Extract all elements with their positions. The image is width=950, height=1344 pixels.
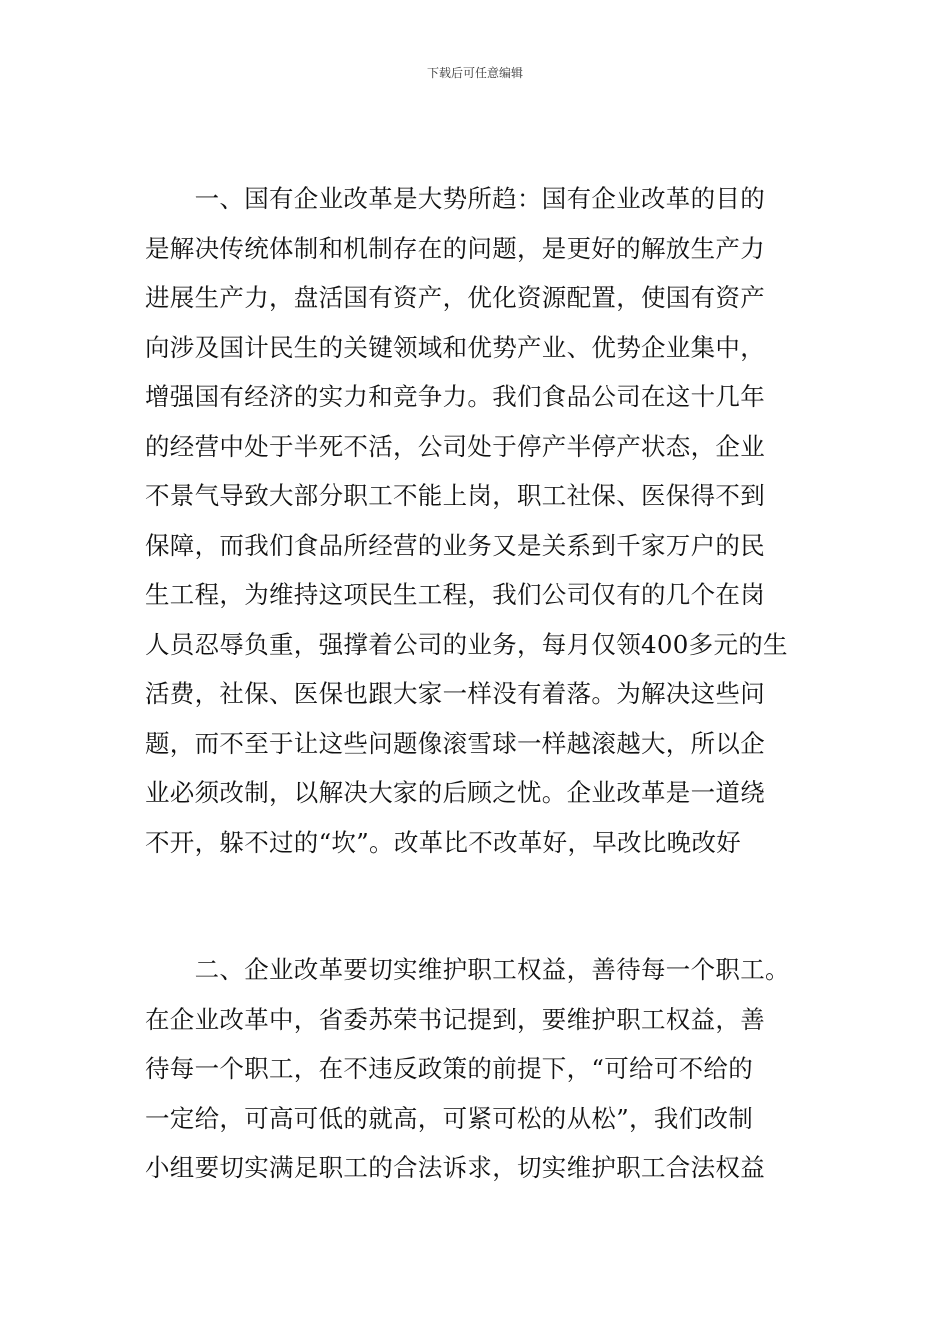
- text-line: 生工程，为维持这项民生工程，我们公司仅有的几个在岗: [145, 580, 765, 609]
- text-line: 小组要切实满足职工的合法诉求，切实维护职工合法权益: [145, 1153, 765, 1182]
- text-line: 进展生产力，盘活国有资产，优化资源配置，使国有资产: [145, 283, 765, 312]
- text-line: 是解决传统体制和机制存在的问题，是更好的解放生产力: [145, 233, 765, 263]
- text-line: 一定给，可高可低的就高，可紧可松的从松”，我们改制: [145, 1103, 754, 1133]
- paragraph-reform-trend: [145, 174, 825, 867]
- page-header-note: 下载后可任意编辑: [426, 66, 523, 80]
- text-line: 的经营中处于半死不活，公司处于停产半停产状态，企业: [145, 431, 765, 461]
- text-line: 不景气导致大部分职工不能上岗，职工社保、医保得不到: [145, 481, 765, 510]
- text-line: 业必须改制，以解决大家的后顾之忧。企业改革是一道绕: [145, 778, 765, 807]
- text-line: 增强国有经济的实力和竞争力。我们食品公司在这十几年: [145, 382, 765, 411]
- text-line: 一、国有企业改革是大势所趋：国有企业改革的目的: [145, 184, 765, 213]
- text-line: 待每一个职工，在不违反政策的前提下，“可给可不给的: [145, 1054, 754, 1083]
- text-line: 保障，而我们食品所经营的业务又是关系到千家万户的民: [145, 530, 765, 560]
- text-line: 人员忍辱负重，强撑着公司的业务，每月仅领400多元的生: [145, 629, 788, 659]
- text-line: 题，而不至于让这些问题像滚雪球一样越滚越大，所以企: [145, 728, 765, 758]
- text-line: 向涉及国计民生的关键领域和优势产业、优势企业集中，: [145, 332, 765, 362]
- paragraph-worker-rights: [145, 945, 825, 1193]
- text-line: 在企业改革中，省委苏荣书记提到，要维护职工权益，善: [145, 1004, 765, 1034]
- text-line: 二、企业改革要切实维护职工权益，善待每一个职工。: [145, 955, 790, 984]
- text-line: 活费，社保、医保也跟大家一样没有着落。为解决这些问: [145, 679, 765, 708]
- text-line: 不开，躲不过的“坎”。改革比不改革好，早改比晚改好: [145, 827, 742, 857]
